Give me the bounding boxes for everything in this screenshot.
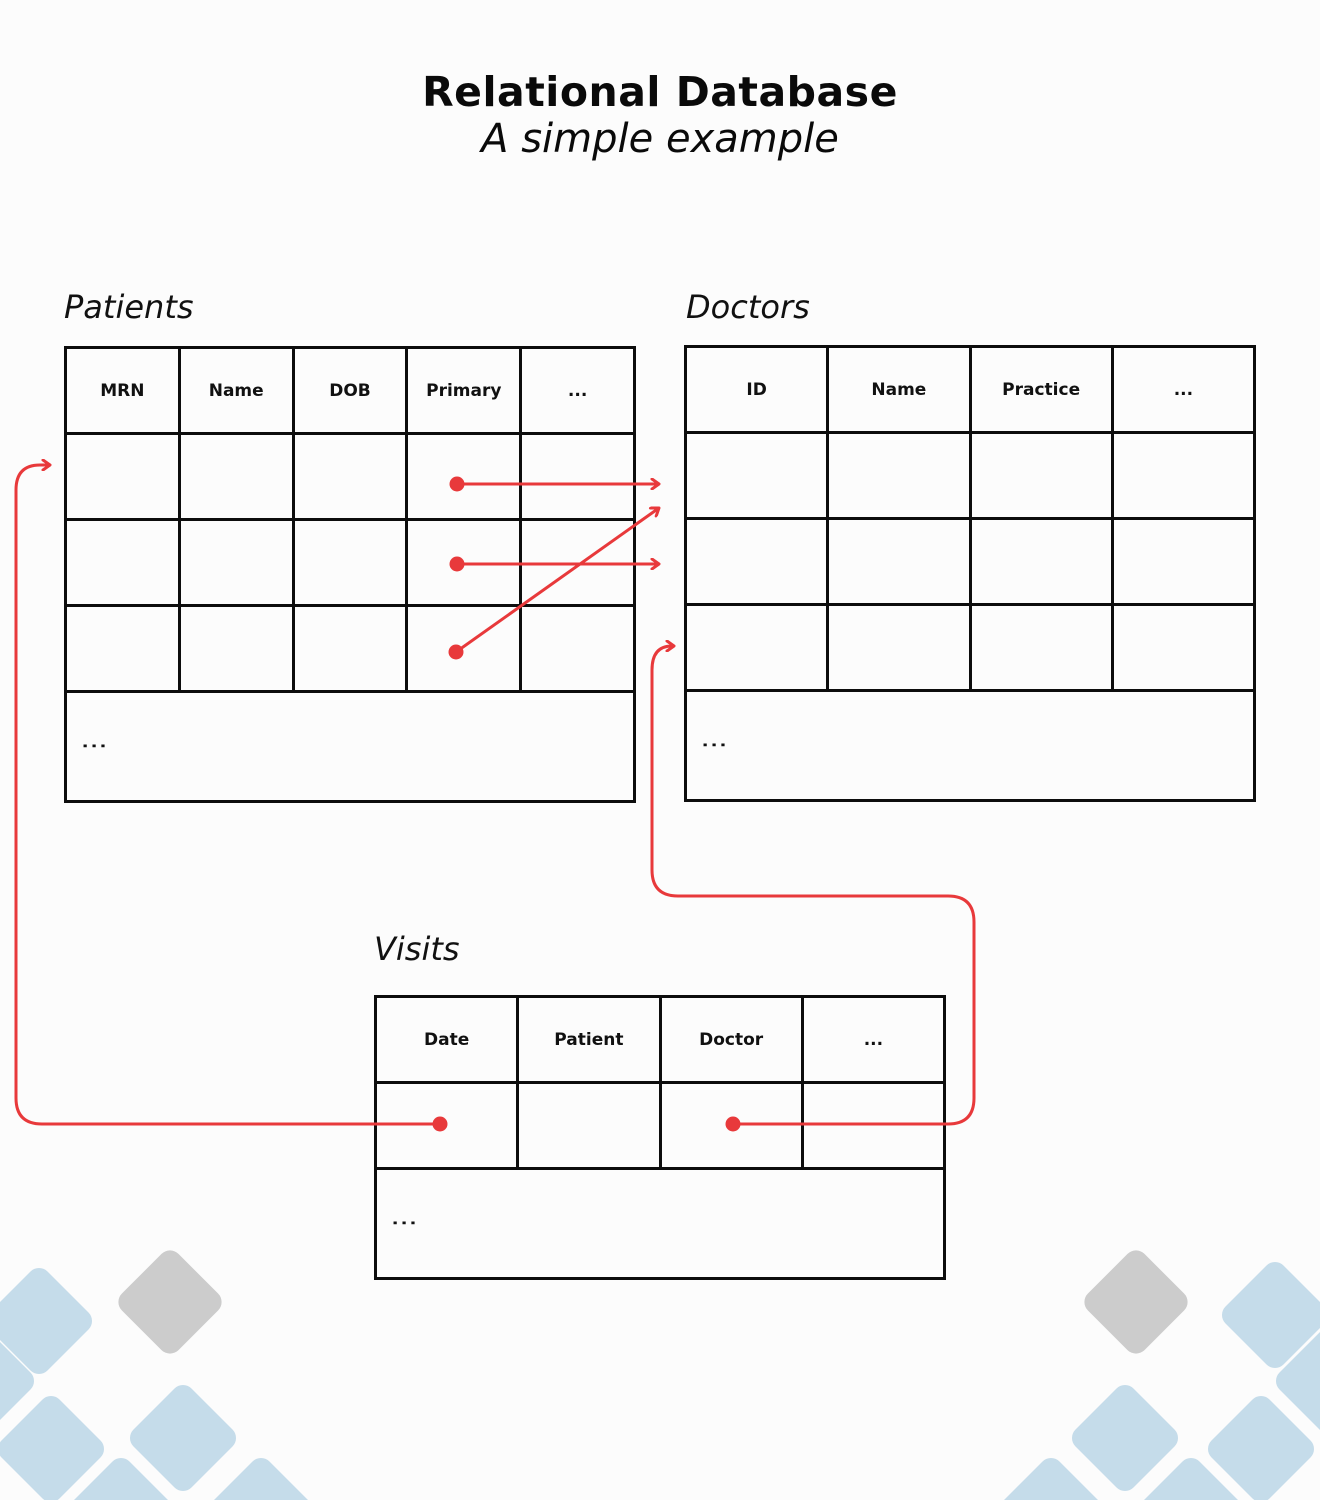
patients-col-more: ...	[521, 348, 635, 434]
doctors-col-practice: Practice	[970, 347, 1112, 433]
visits-col-patient: Patient	[518, 997, 660, 1083]
patients-table	[64, 346, 636, 803]
ellipsis-icon: ⋮	[79, 732, 109, 761]
visits-col-date: Date	[376, 997, 518, 1083]
diagram-subtitle: A simple example	[481, 116, 839, 162]
patients-col-primary: Primary	[407, 348, 521, 434]
patients-header-row	[66, 348, 635, 434]
visits-col-doctor: Doctor	[660, 997, 802, 1083]
doctors-table	[684, 345, 1256, 802]
doctors-col-name: Name	[828, 347, 970, 433]
table-row	[686, 605, 1255, 691]
diagram-title: Relational Database	[422, 68, 898, 116]
doctors-col-more: ...	[1112, 347, 1254, 433]
table-row	[376, 1083, 945, 1169]
patients-col-dob: DOB	[293, 348, 407, 434]
table-row	[66, 520, 635, 606]
patients-table-label: Patients	[64, 288, 194, 326]
visits-table	[374, 995, 946, 1280]
patients-more-rows	[66, 692, 635, 802]
patients-col-name: Name	[179, 348, 293, 434]
visits-table-label: Visits	[374, 930, 460, 968]
doctors-header-row	[686, 347, 1255, 433]
doctors-col-id: ID	[686, 347, 828, 433]
visits-header-row	[376, 997, 945, 1083]
ellipsis-icon: ⋮	[699, 731, 729, 760]
patients-col-mrn: MRN	[66, 348, 180, 434]
visits-col-more: ...	[802, 997, 944, 1083]
table-row	[686, 433, 1255, 519]
table-row	[66, 606, 635, 692]
doctors-more-rows	[686, 691, 1255, 801]
table-row	[66, 434, 635, 520]
table-row	[686, 519, 1255, 605]
doctors-table-label: Doctors	[686, 288, 810, 326]
ellipsis-icon: ⋮	[389, 1209, 419, 1238]
visits-more-rows	[376, 1169, 945, 1279]
